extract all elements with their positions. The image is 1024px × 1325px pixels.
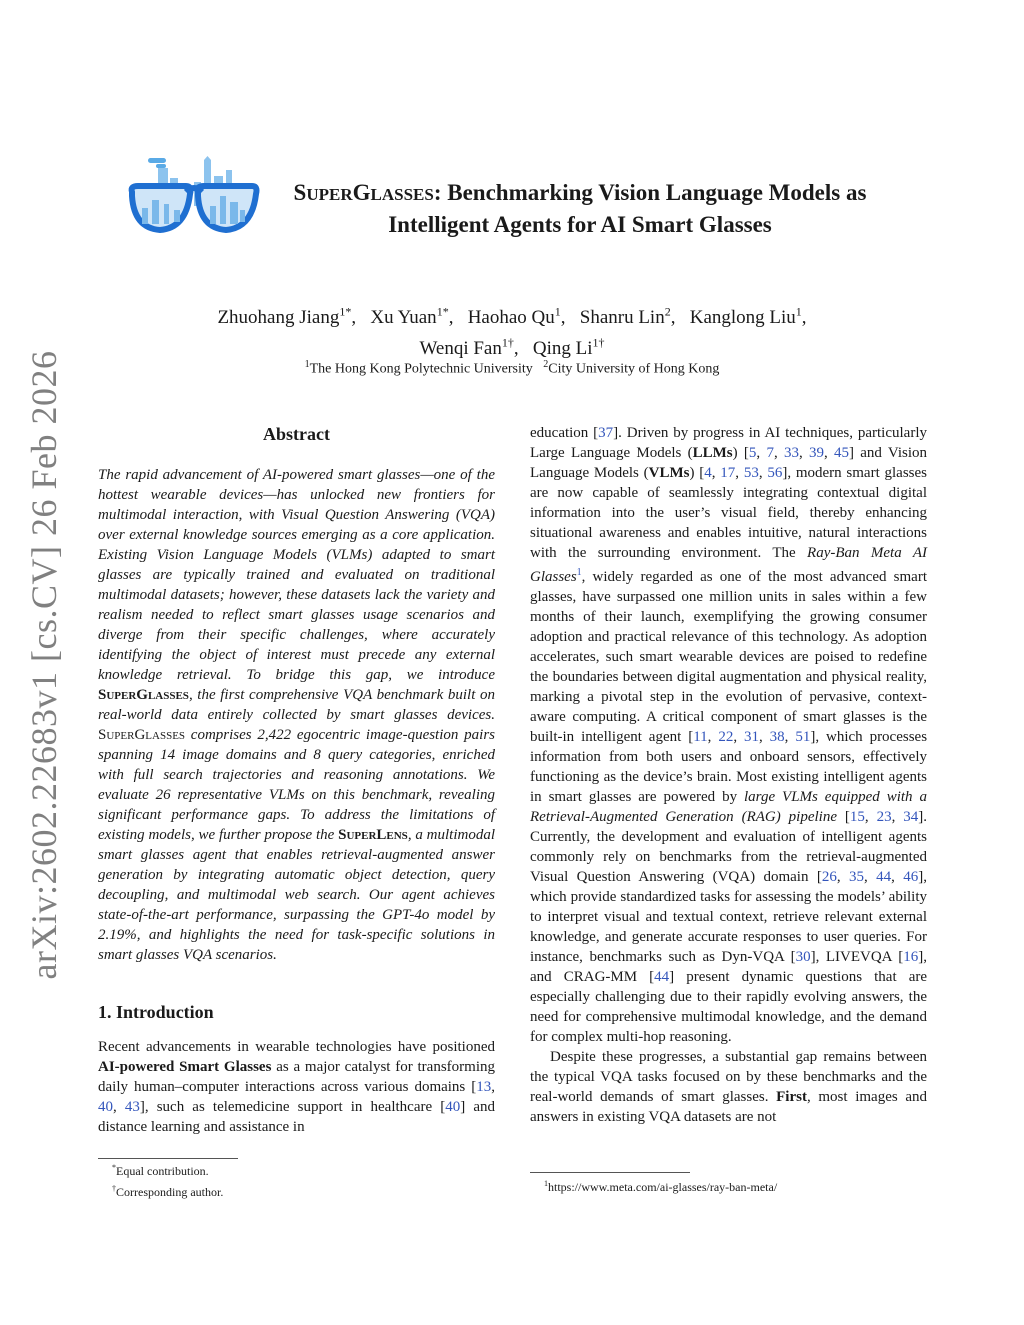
citation-link[interactable]: 30 — [795, 949, 811, 965]
title-cap-s: S — [293, 180, 307, 205]
abstract-body: The rapid advancement of AI-powered smart glasses—one of the hottest wearable devices—has unlocked new frontiers for multimodal interaction, with Visual Question Answering (VQA) over external knowledge sources emerging as a core application. Existing Vision Language Models (VLMs) adapted to smart glasses are typically trained and evaluated on traditional multimodal datasets; however, these datasets lack the variety and realism needed to reflect smart glasses usage scenarios and diverge from their specific challenges, where accurately identifying the object of interest must precede any external knowledge retrieval. To bridge this gap, we introduce SuperGlasses, the first comprehensive VQA benchmark built on real-world data entirely collected by smart glasses devices. SuperGlasses comprises 2,422 egocentric image-question pairs spanning 14 image domains and 8 query categories, enriched with full search trajectories and reasoning annotations. We evaluate 26 representative VLMs on this benchmark, revealing significant performance gaps. To address the limitations of existing models, we further propose the SuperLens, a multimodal smart glasses agent that enables retrieval-augmented answer generation by integrating automatic object detection, query decoupling, and multimodal web search. Our agent achieves state-of-the-art performance, surpassing the GPT-4o model by 2.19%, and highlights the need for task-specific solutions in smart glasses VQA scenarios. — [98, 467, 495, 963]
citation-link[interactable]: 51 — [795, 729, 811, 745]
citation-link[interactable]: 44 — [654, 969, 670, 985]
citation-link[interactable]: 33 — [783, 445, 799, 461]
citation-link[interactable]: 4 — [704, 465, 712, 481]
left-column — [98, 423, 495, 1137]
affil-sup: 2 — [543, 359, 549, 370]
citation-link[interactable]: 16 — [903, 949, 919, 965]
author: Kanglong Liu$^1$, — [689, 305, 807, 329]
intro-paragraph: Recent advancements in wearable technologies have positioned AI-powered Smart Glasses as a major catalyst for transforming daily human–computer interactions across various domains [13, 40, 43], such as telemedicine support in healthcare [40] and distance learning and assistance in — [98, 1039, 495, 1135]
footnote-item: *Equal contribution. — [112, 1163, 209, 1178]
author-affil-sup: 1 — [436, 305, 443, 319]
author-mark: * — [442, 305, 449, 319]
citation-link[interactable]: 40 — [445, 1099, 461, 1115]
affiliations — [160, 355, 864, 380]
author-mark: * — [345, 305, 352, 319]
citation-link[interactable]: 11 — [693, 729, 708, 745]
citation-link[interactable]: 17 — [720, 465, 736, 481]
arxiv-stamp-text: arXiv:2602.22683v1 [cs.CV] 26 Feb 2026 — [24, 350, 64, 980]
title-name — [294, 180, 434, 205]
citation-link[interactable]: 26 — [821, 869, 837, 885]
superglasses-name: SuperGlasses — [98, 727, 186, 743]
cloud-icon — [148, 158, 166, 163]
title-rest-s: UPER — [306, 185, 353, 204]
citation-link[interactable]: 53 — [743, 465, 759, 481]
citation-link[interactable]: 38 — [769, 729, 785, 745]
right-column — [530, 423, 927, 1127]
author-affil-sup: 2 — [664, 305, 671, 319]
footnote-item: †Corresponding author. — [112, 1184, 224, 1199]
citation-link[interactable]: 40 — [98, 1099, 113, 1115]
citation-link[interactable]: 56 — [767, 465, 783, 481]
footnote-rule — [530, 1172, 690, 1173]
footnote-url[interactable]: https://www.meta.com/ai-glasses/ray-ban-meta/ — [548, 1180, 778, 1194]
author-mark: † — [507, 335, 514, 350]
author-name: Xu Yuan — [370, 307, 437, 329]
author-name: Shanru Lin — [579, 307, 665, 329]
author-name: Zhuohang Jiang — [217, 307, 340, 329]
intro-paragraph: Despite these progresses, a substantial gap remains between the typical VQA tasks focused on by these benchmarks and the real-world demands of smart glasses. First, most images and answers in existing VQA datasets are not — [530, 1049, 927, 1125]
superglasses-logo — [126, 156, 262, 236]
title-line-2: Intelligent Agents for AI Smart Glasses — [388, 212, 772, 237]
superglasses-name: SuperGlasses — [98, 687, 189, 703]
affil-sup: 1 — [304, 359, 310, 370]
citation-link[interactable]: 37 — [598, 425, 614, 441]
author-affil-sup: 1 — [339, 305, 346, 319]
affil-name: The Hong Kong Polytechnic University — [309, 361, 533, 377]
author: Xu Yuan$^{1*}$, — [370, 305, 454, 329]
author: Haohao Qu$^1$, — [467, 305, 566, 329]
citation-link[interactable]: 44 — [876, 869, 892, 885]
author-affil-sup: 1 — [501, 335, 508, 350]
citation-link[interactable]: 7 — [766, 445, 774, 461]
author-affil-sup: 1 — [554, 305, 561, 319]
footnote-link[interactable]: 1 — [576, 567, 582, 578]
citation-link[interactable]: 43 — [124, 1099, 140, 1115]
author-name: Qing Li — [532, 337, 593, 359]
author-list — [160, 300, 864, 361]
title-rest-g: LASSES — [370, 185, 434, 204]
title-line-1-rest: : Benchmarking Vision Language Models as — [433, 180, 867, 205]
citation-link[interactable]: 35 — [848, 869, 864, 885]
affil-name: City University of Hong Kong — [548, 361, 720, 377]
abstract-heading: Abstract — [263, 424, 330, 444]
section-heading-introduction: 1. Introduction — [98, 1002, 214, 1022]
citation-link[interactable]: 22 — [718, 729, 734, 745]
citation-link[interactable]: 15 — [849, 809, 865, 825]
author-name: Wenqi Fan — [419, 337, 502, 359]
author: Shanru Lin$^2$, — [579, 305, 676, 329]
citation-link[interactable]: 34 — [903, 809, 919, 825]
left-footnotes — [98, 1158, 495, 1201]
right-footnotes — [530, 1172, 927, 1196]
citation-link[interactable]: 5 — [748, 445, 757, 461]
author-affil-sup: 1 — [795, 305, 802, 319]
citation-link[interactable]: 31 — [744, 729, 759, 745]
intro-paragraph: education [37]. Driven by progress in AI techniques, particularly Large Language Models (LLMs) [5, 7, 33, 39, 45] and Vision Language Models (VLMs) [4, 17, 53, 56], modern smart glasses are now capable of seamlessly integrating contextual digital information into the user’s visual field, thereby enhancing situational awareness and enables intuitive, natural interactions with the surrounding environment. The Ray-Ban Meta AI Glasses$^1$, widely regarded as one of the most advanced smart glasses, have surpassed one million units in sales within a few months of their launch, exemplifying the growing consumer adoption and practical relevance of this technology. As adoption accelerates, such smart wearable devices are poised to redefine the boundaries between digital augmentation and physical reality, marking a pivotal step in the evolution of pervasive, context-aware computing. A critical component of smart glasses is the built-in intelligent agent [11, 22, 31, 38, 51], which processes information from both users and onboard sensors, effectively functioning as the device’s brain. Most existing intelligent agents in smart glasses are powered by large VLMs equipped with a Retrieval-Augmented Generation (RAG) pipeline [15, 23, 34]. Currently, the development and evaluation of intelligent agents commonly rely on benchmarks from the retrieval-augmented Visual Question Answering (VQA) domain [26, 35, 44, 46], which provide standardized tasks for assessing the models’ ability to interpret visual and textual context, retrieve relevant external knowledge, and generate accurate responses to user queries. For instance, benchmarks such as Dyn-VQA [30], LIVEVQA [16], and CRAG-MM [44] present dynamic questions that are especially challenging due to their rapidly evolving answers, the need for comprehensive multimodal knowledge, and the demand for complex multi-hop reasoning. — [530, 425, 928, 1045]
title-cap-g: G — [352, 180, 371, 205]
author: Wenqi Fan$^{1\dagger}$, — [419, 335, 519, 359]
title-line-1 — [262, 178, 898, 210]
author: Zhuohang Jiang$^{1*}$, — [217, 305, 357, 329]
author-name: Kanglong Liu — [689, 307, 796, 329]
citation-link[interactable]: 39 — [808, 445, 824, 461]
footnote-item: $^1$https://www.meta.com/ai-glasses/ray-ban-meta/ — [544, 1179, 778, 1194]
author-name: Haohao Qu — [467, 307, 555, 329]
citation-link[interactable]: 46 — [903, 869, 919, 885]
superlens-name: SuperLens — [338, 827, 408, 843]
citation-link[interactable]: 23 — [876, 809, 892, 825]
author-affil-sup: 1 — [592, 335, 599, 350]
author-mark: † — [598, 335, 605, 350]
paper-title — [262, 178, 898, 240]
citation-link[interactable]: 13 — [476, 1079, 492, 1095]
citation-link[interactable]: 45 — [833, 445, 849, 461]
